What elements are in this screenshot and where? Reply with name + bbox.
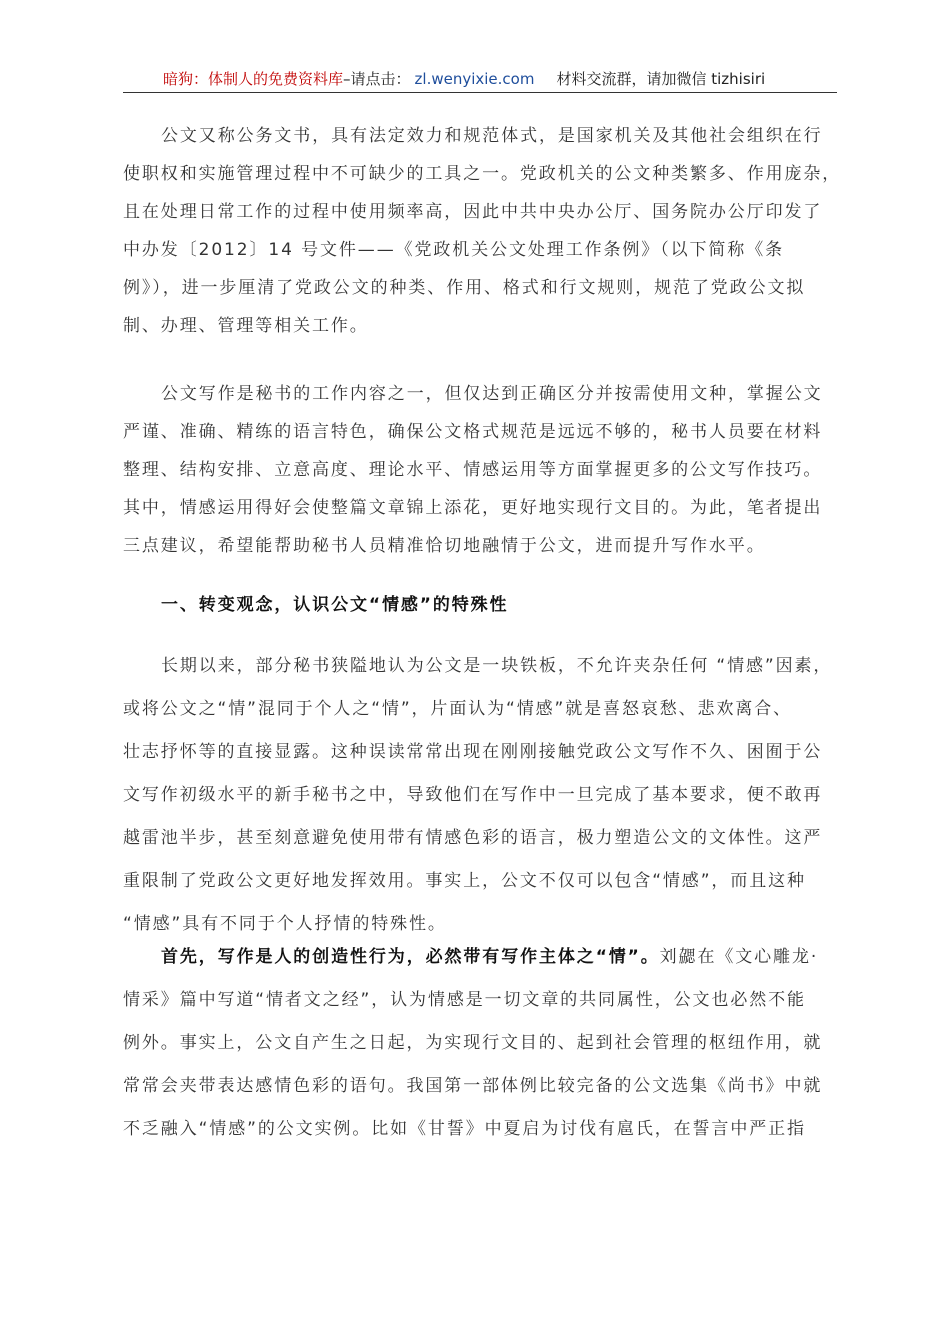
text-line: 例外。事实上，公文自产生之日起，为实现行文目的、起到社会管理的枢纽作用，就 [123,1033,823,1053]
text-line: 使职权和实施管理过程中不可缺少的工具之一。党政机关的公文种类繁多、作用庞杂， [123,164,842,184]
text-line: 或将公文之“情”混同于个人之“情”，片面认为“情感”就是喜怒哀愁、悲欢离合、 [123,699,793,719]
section-heading: 一、转变观念，认识公文“情感”的特殊性 [161,595,509,615]
text-line: 壮志抒怀等的直接显露。这种误读常常出现在刚刚接触党政公文写作不久、困囿于公 [123,742,823,762]
text-line: 长期以来，部分秘书狭隘地认为公文是一块铁板，不允许夹杂任何 “情感”因素， [161,656,833,676]
text-line: 公文写作是秘书的工作内容之一，但仅达到正确区分并按需使用文种，掌握公文 [161,384,823,404]
header-wechat-note: 材料交流群，请加微信 tizhisiri [556,70,766,88]
text-run: 刘勰在《文心雕龙· [659,947,819,967]
header-prompt: –请点击： [343,70,411,88]
text-line: 文写作初级水平的新手秘书之中，导致他们在写作中一旦完成了基本要求，便不敢再 [123,785,823,805]
text-line: 不乏融入“情感”的公文实例。比如《甘誓》中夏启为讨伐有扈氏，在誓言中严正指 [123,1119,806,1139]
paragraph-writing-skills [123,375,837,565]
page-header [123,68,837,93]
bold-lead-sentence: 首先，写作是人的创造性行为，必然带有写作主体之“情”。 [161,947,660,967]
text-line: 公文又称公务文书，具有法定效力和规范体式，是国家机关及其他社会组织在行 [161,126,823,146]
paragraph-misconception [123,645,837,946]
section-heading-1 [123,586,837,624]
text-line: 越雷池半步，甚至刻意避免使用带有情感色彩的语言，极力塑造公文的文体性。这严 [123,828,823,848]
text-line: 例》），进一步厘清了党政公文的种类、作用、格式和行文规则，规范了党政公文拟 [123,278,806,298]
text-line: 中办发〔2012〕14 号文件——《党政机关公文处理工作条例》（以下简称《条 [123,240,784,260]
paragraph-intro [123,117,842,345]
header-brand: 暗狗：体制人的免费资料库 [163,70,344,88]
paragraph-first-point [123,936,837,1151]
text-line: 且在处理日常工作的过程中使用频率高，因此中共中央办公厅、国务院办公厅印发了 [123,202,823,222]
text-line: 其中，情感运用得好会使整篇文章锦上添花，更好地实现行文目的。为此，笔者提出 [123,498,823,518]
text-line: 整理、结构安排、立意高度、理论水平、情感运用等方面掌握更多的公文写作技巧。 [123,460,823,480]
text-line [123,936,837,979]
text-line: 制、办理、管理等相关工作。 [123,316,369,336]
text-line: 三点建议，希望能帮助秘书人员精准恰切地融情于公文，进而提升写作水平。 [123,536,766,556]
text-line: 严谨、准确、精练的语言特色，确保公文格式规范是远远不够的，秘书人员要在材料 [123,422,823,442]
text-line: 常常会夹带表达感情色彩的语句。我国第一部体例比较完备的公文选集《尚书》中就 [123,1076,823,1096]
text-line: “情感”具有不同于个人抒情的特殊性。 [123,914,447,934]
text-line: 情采》篇中写道“情者文之经”，认为情感是一切文章的共同属性，公文也必然不能 [123,990,806,1010]
text-line: 重限制了党政公文更好地发挥效用。事实上，公文不仅可以包含“情感”，而且这种 [123,871,806,891]
header-url-link[interactable]: zl.wenyixie.com [414,70,535,88]
